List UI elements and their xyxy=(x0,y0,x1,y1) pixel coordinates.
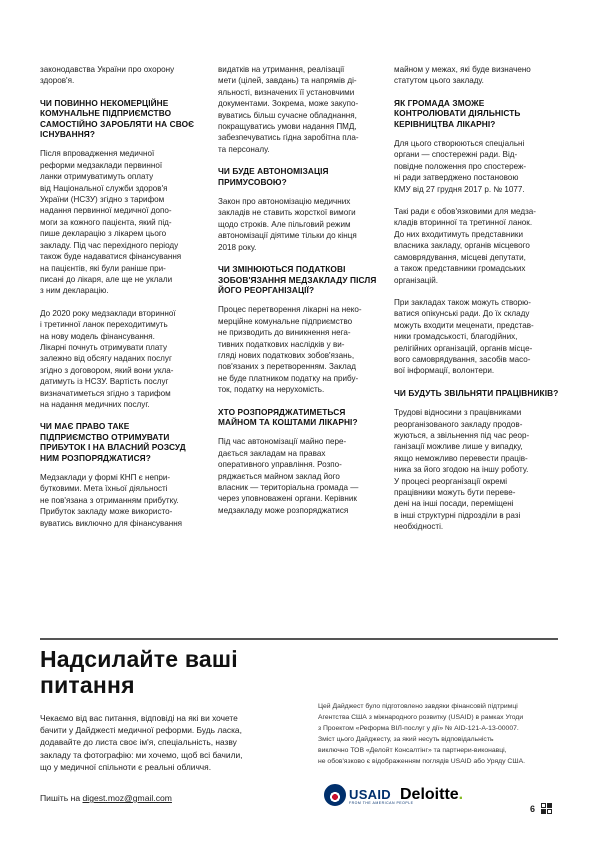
paragraph: Після впровадження медичної реформи медзаклади первинної ланки отримуватимуть оплату від Національної служби здоров'я України (НСЗУ) згідно з тарифом надання первинної медичної допо- моги за кожного пацієнта, який під- пише декларацію з лікарем цього закладу. Під час перехідного періоду також буде надаватися фінансування на пацієнтів, які були раніше при- писані до лікаря, але ще не уклали з ним декларацію. xyxy=(40,149,182,296)
paragraph: Для цього створюються спеціальні органи — спостережні ради. Від- повідне положення про спостереж- ні ради затверджено постановою КМУ від 27 грудня 2017 р. № 1077. xyxy=(394,139,527,194)
paragraph: Процес перетворення лікарні на неко- мерційне комунальне підприємство не призводить до виникнення нега- тивних податкових наслідків у ви- гляді нових податкових зобов'язань, пов'язаних з перетворенням. Заклад не буде платником податку на прибу- ток, податку на нерухомість. xyxy=(218,305,362,395)
column-1 xyxy=(40,64,202,540)
question-heading: ЧИ ПОВИННО НЕКОМЕРЦІЙНЕ КОМУНАЛЬНЕ ПІДПРИЄМСТВО САМОСТІЙНО ЗАРОБЛЯТИ НА СВОЄ ІСНУВАННЯ? xyxy=(40,97,195,140)
paragraph: Такі ради є обов'язковими для медза- кладів вторинної та третинної ланок. До них входитимуть представники власника закладу, органів місцевого самоврядування, місцеві депутати, а також представники громадських організацій. xyxy=(394,207,537,285)
deloitte-logo xyxy=(400,786,463,804)
column-3 xyxy=(394,64,560,544)
paragraph: Медзаклади у формі КНП є непри- бутковими. Мета їхньої діяльності не пов'язана з отриманням прибутку. Прибуток закладу може використо- вуватись виключно для фінансування xyxy=(40,473,183,528)
paragraph: Трудові відносини з працівниками реорганізованого закладу продов- жуються, а звільнення під час реор- ганізації можливе лише у випадку, якщо неможливо перевести праців- ника за його згодою на іншу роботу. У процесі реорганізації окремі працівники можуть бути переве- дені на інші посади, переміщені в інші структурні підрозділи в разі необхідності. xyxy=(394,408,530,532)
paragraph: законодавства України про охорону здоров'я. xyxy=(40,65,175,86)
usaid-tagline: FROM THE AMERICAN PEOPLE xyxy=(349,801,414,805)
usaid-seal-icon xyxy=(324,784,346,806)
email-line xyxy=(40,793,172,803)
paragraph: При закладах також можуть створю- ватися опікунські ради. До їх складу можуть входити меценати, представ- ники громадськості, благодійних, релігійних організацій, органів місце- вого самоврядування, засобів масо- вої інформації, волонтери. xyxy=(394,297,534,376)
paragraph: майном у межах, які буде визначено статутом цього закладу. xyxy=(394,65,531,86)
deloitte-word: Deloitte xyxy=(400,786,459,803)
email-link[interactable]: digest.moz@gmail.com xyxy=(82,793,172,803)
paragraph: До 2020 року медзаклади вторинної і третинної ланок переходитимуть на нову модель фінансування. Лікарні почнуть отримувати плату залежно від обсягу наданих послуг згідно з договором, який вони укла- датимуть із НСЗУ. Вартість послуг визначатиметься згідно з тарифом на надання медичних послуг. xyxy=(40,308,176,409)
question-heading: ЯК ГРОМАДА ЗМОЖЕ КОНТРОЛЮВАТИ ДІЯЛЬНІСТЬ КЕРІВНИЦТВА ЛІКАРНІ? xyxy=(394,97,521,129)
column-2 xyxy=(218,64,378,527)
section-divider xyxy=(40,638,558,640)
paragraph: Закон про автономізацію медичних закладів не ставить жорсткої вимоги щодо строків. Але пільговий режим автономізації діятиме тільки до кінця 2018 року. xyxy=(218,197,357,252)
email-prefix: Пишіть на xyxy=(40,793,83,803)
question-heading: ЧИ МАЄ ПРАВО ТАКЕ ПІДПРИЄМСТВО ОТРИМУВАТИ ПРИБУТОК І НА ВЛАСНИЙ РОЗСУД НИМ РОЗПОРЯДЖАТИСЯ? xyxy=(40,421,186,463)
question-heading: ЧИ ЗМІНЮЮТЬСЯ ПОДАТКОВІ ЗОБОВ'ЯЗАННЯ МЕДЗАКЛАДУ ПІСЛЯ ЙОГО РЕОРГАНІЗАЦІЇ? xyxy=(218,264,377,295)
partner-logos xyxy=(324,784,484,808)
page-mark-icon xyxy=(541,803,553,815)
send-questions-title: Надсилайте ваші питання xyxy=(40,646,238,698)
question-heading: ЧИ БУДЕ АВТОНОМІЗАЦІЯ ПРИМУСОВОЮ? xyxy=(218,166,329,187)
deloitte-dot: . xyxy=(458,786,464,803)
question-heading: ЧИ БУДУТЬ ЗВІЛЬНЯТИ ПРАЦІВНИКІВ? xyxy=(394,387,559,398)
paragraph: Під час автономізації майно пере- дається закладам на правах оперативного управління. Розпо- ряджається майном заклад його власник — територіальна громада — через уповноважені органи. Керівник медзакладу може розпоряджатися xyxy=(218,437,359,515)
article-columns xyxy=(40,64,560,624)
usaid-logo: USAID xyxy=(349,787,391,802)
paragraph: видатків на утримання, реалізації мети (цілей, завдань) та напрямів ді- яльності, визначених її установчими документами. Зокрема, може закупо- вуватись більш сучасне обладнання, покращуватись умови надання ПМД, забезпечуватись гідна заробітна пла- та персоналу. xyxy=(218,65,359,154)
question-heading: ХТО РОЗПОРЯДЖАТИМЕТЬСЯ МАЙНОМ ТА КОШТАМИ ЛІКАРНІ? xyxy=(218,406,358,427)
funding-disclaimer: Цей Дайджест було підготовлено завдяки фінансовій підтримці Агентства США з міжнародного розвитку (USAID) в рамках Угоди з Проектом «Реформа ВІЛ-послуг у дії» № AID-121-A-13-00007. Зміст цього Дайджесту, за який несуть відповідальність виключно ТОВ «Делойт Консалтінг» та партнери-виконавці, не обов'язково є відображенням поглядів USAID або Уряду США. xyxy=(318,703,525,766)
page-number: 6 xyxy=(530,804,536,814)
send-questions-text: Чекаємо від вас питання, відповіді на які ви хочете бачити у Дайджесті медичної реформи. Будь ласка, додавайте до листа своє ім'я, спеціальність, назву закладу та фотографію: ми хочемо, щоб всі бачили, що у медичної спільноти є реальні обличчя. xyxy=(40,713,243,772)
